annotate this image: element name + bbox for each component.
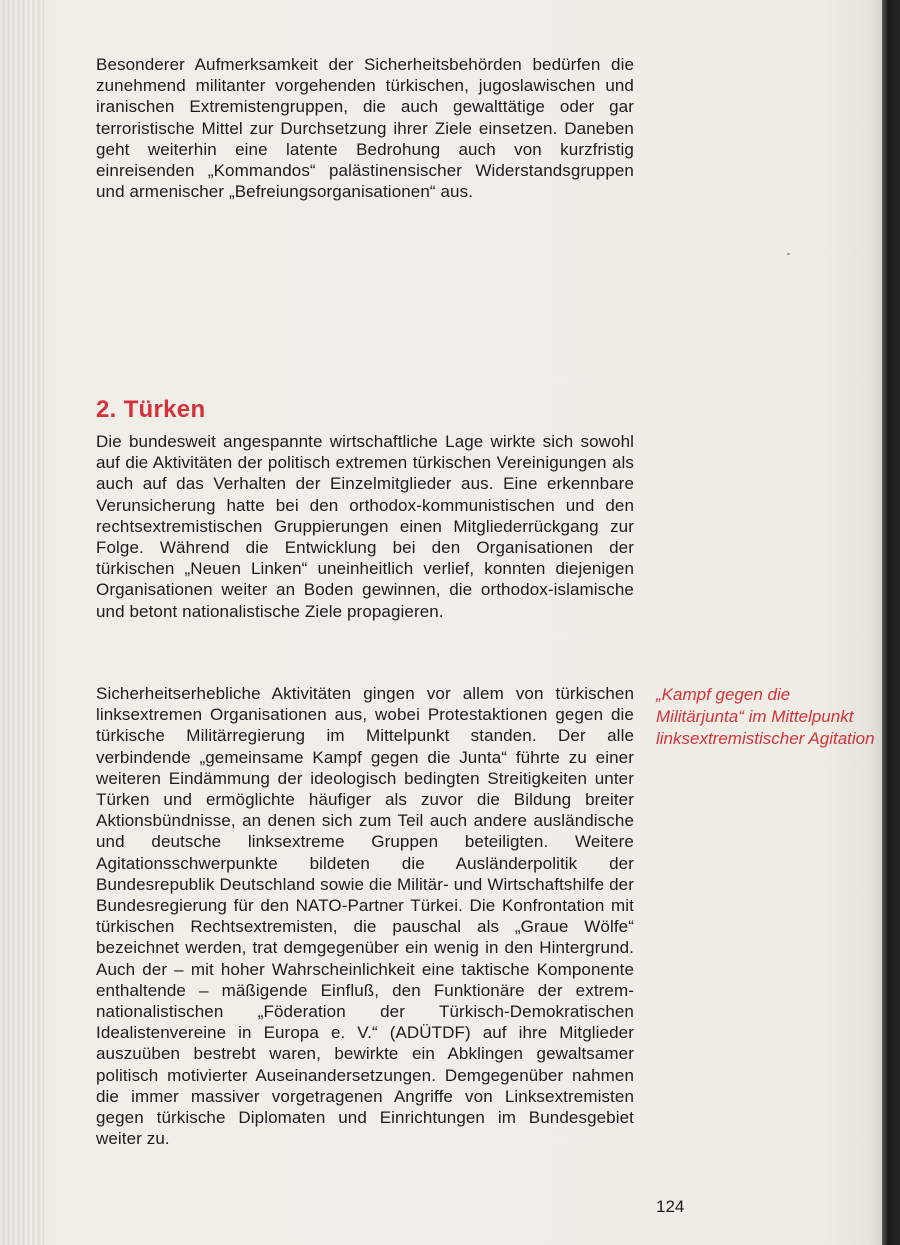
intro-paragraph: Besonderer Aufmerksamkeit der Sicherheitsbehörden bedürfen die zunehmend militanter vorgehenden türkischen, jugoslawischen und iranischen Extremistengruppen, die auch gewalttätige oder gar terroristische Mittel zur Durchsetzung ihrer Ziele einsetzen. Daneben geht weiterhin eine latente Bedrohung auch von kurzfristig einreisenden „Kommandos“ palästinensischer Widerstandsgruppen und armenischer „Befreiungsorganisationen“ aus. [96,55,634,202]
section-paragraph-1: Die bundesweit angespannte wirtschaftliche Lage wirkte sich sowohl auf die Aktivitäten der politisch extremen türkischen Vereinigungen als auch auf das Verhalten der Einzelmitglieder aus. Eine erkennbare Verunsicherung hatte bei den orthodox-kommunistischen und den rechtsextremistischen Gruppierungen einen Mitgliederrückgang zur Folge. Während die Entwicklung bei den Organisationen der türkischen „Neuen Linken“ uneinheitlich verlief, konnten diejenigen Organisationen weiter an Boden gewinnen, die orthodox-islamische und betont nationalistische Ziele propagieren. [96,432,634,621]
margin-note: „Kampf gegen die Militärjunta“ im Mittelpunkt linksextremistischer Agitation [656,685,875,748]
section-heading: 2. Türken [96,396,206,423]
page-number: 124 [656,1197,685,1216]
paper-speck [787,253,790,255]
page-edges-left [0,0,44,1245]
book-spine-shadow [882,0,900,1245]
section-paragraph-2: Sicherheitserhebliche Aktivitäten gingen vor allem von türkischen linksextremen Organisationen aus, wobei Protestaktionen gegen die türkische Militärregierung im Mittelpunkt standen. Der alle verbindende „gemeinsame Kampf gegen die Junta“ führte zu einer weiteren Eindämmung der ideologisch bedingten Streitigkeiten unter Türken und ermöglichte häufiger als zuvor die Bildung breiter Aktionsbündnisse, an denen sich zum Teil auch andere ausländische und deutsche linksextreme Gruppen beteiligten. Weitere Agitationsschwerpunkte bildeten die Ausländerpolitik der Bundesrepublik Deutschland sowie die Militär- und Wirtschaftshilfe der Bundesregierung für den NATO-Partner Türkei. Die Konfrontation mit türkischen Rechtsextremisten, die pauschal als „Graue Wölfe“ bezeichnet werden, trat demgegenüber ein wenig in den Hintergrund. Auch der – mit hoher Wahrscheinlichkeit eine taktische Komponente enthaltende – mäßigende Einfluß, den Funktionäre der extrem-nationalistischen „Föderation der Türkisch-Demokratischen Idealistenvereine in Europa e. V.“ (ADÜTDF) auf ihre Mitglieder auszuüben bestrebt waren, bewirkte ein Abklingen gewaltsamer politisch motivierter Auseinandersetzungen. Demgegenüber nahmen die immer massiver vorgetragenen Angriffe von Linksextremisten gegen türkische Diplomaten und Einrichtungen im Bundesgebiet weiter zu. [96,684,634,1149]
